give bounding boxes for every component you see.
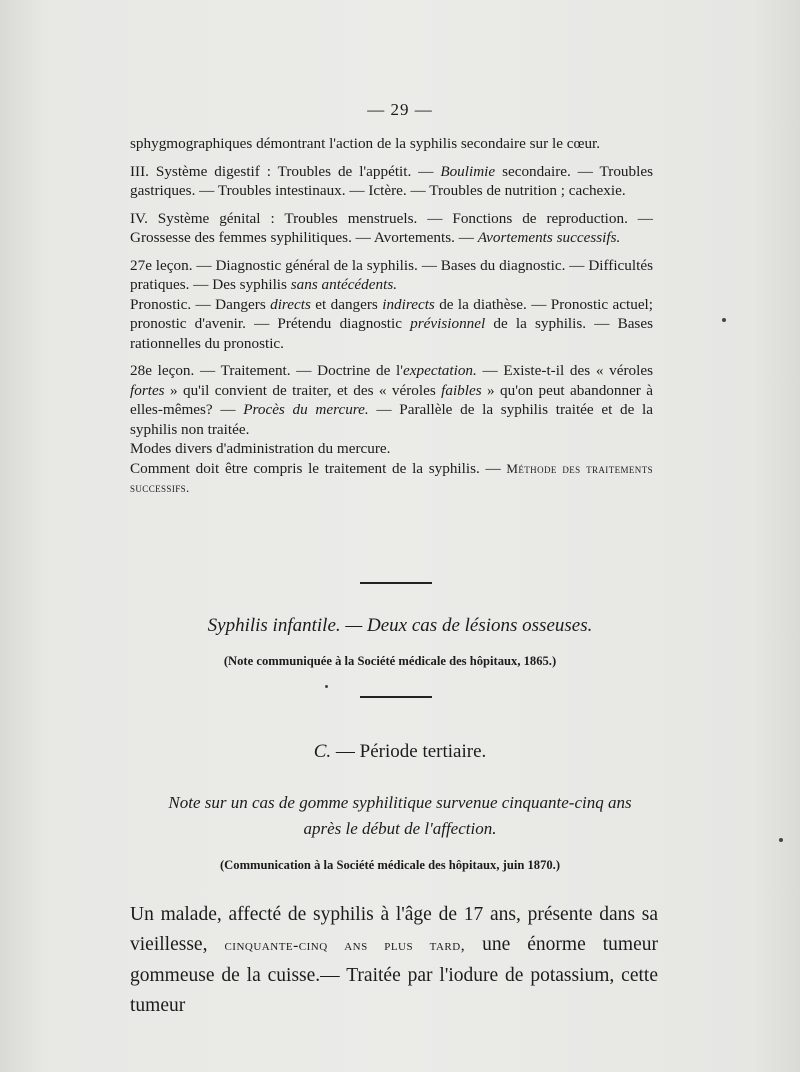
section-title-syphilis-infantile: Syphilis infantile. — Deux cas de lésions osseuses. (207, 615, 593, 636)
prono-b: et dangers (310, 295, 383, 313)
final-text-b: une énorme tumeur gommeuse de la cuisse.— Traitée par l'iodure de potassium, cette tumeur (130, 934, 658, 1016)
paragraph-lecon-27 (130, 256, 653, 295)
lecon28-it2: fortes (130, 381, 165, 399)
paragraph-intro (130, 134, 653, 154)
prono-it1: directs (270, 295, 311, 313)
section-heading-periode-tertiaire (0, 741, 800, 763)
prono-c: de la diathèse. — Pronostic actuel; pronostic d'avenir. — Prétendu diagnostic (130, 295, 653, 332)
lecon28-it3: faibles (441, 381, 482, 399)
prono-d: de la syphilis. — Bases rationnelles du pronostic. (130, 315, 653, 352)
print-speck (722, 318, 726, 322)
section-heading-text: — Période tertiaire. (331, 741, 487, 762)
lecon28-b: — Existe-t-il des « véroles (476, 362, 653, 379)
comment-smallcaps: Méthode des traitements successifs. (130, 460, 653, 495)
prono-a: Pronostic. — Dangers (130, 295, 271, 313)
digestive-italic: Boulimie (440, 162, 496, 180)
paragraph-intro-text: sphygmographiques démontrant l'action de la syphilis secondaire sur le cœur. (130, 135, 601, 152)
note-title (0, 790, 800, 842)
modes-text: Modes divers d'administration du mercure. (130, 440, 391, 457)
paragraph-modes (130, 439, 653, 459)
page-number: — 29 — (367, 100, 433, 119)
lecon28-d: » qu'on peut abandonner à elles-mêmes? — (130, 381, 653, 418)
print-speck (779, 838, 783, 842)
section-note-1865: (Note communiquée à la Société médicale des hôpitaux, 1865.) (223, 654, 557, 668)
lecon28-a: 28e leçon. — Traitement. — Doctrine de l' (130, 362, 404, 379)
note-title-line-2: après le début de l'affection. (303, 819, 497, 838)
genital-text: IV. Système génital : Troubles menstruels. — Fonctions de reproduction. — Grossesse des femmes syphilitiques. — Avortements. — (130, 209, 653, 246)
prono-it2: indirects (382, 295, 435, 313)
divider-rule-2 (360, 696, 432, 698)
section-note-1870: (Communication à la Société médicale des hôpitaux, juin 1870.) (219, 858, 561, 872)
divider-rule-1 (360, 582, 432, 584)
comment-text: Comment doit être compris le traitement de la syphilis. — (130, 459, 507, 477)
prono-it3: prévisionnel (410, 315, 486, 332)
note-title-line-1: Note sur un cas de gomme syphilitique survenue cinquante-cinq ans (168, 793, 632, 812)
lecon27-text: 27e leçon. — Diagnostic général de la syphilis. — Bases du diagnostic. — Difficultés pratiques. — Des syphilis (130, 256, 653, 293)
final-text-a: Un malade, affecté de syphilis à l'âge de 17 ans, présente dans sa vieillesse, (130, 904, 658, 955)
paragraph-comment (130, 459, 653, 498)
lecon28-e: — Parallèle de la syphilis traitée et de la syphilis non traitée. (130, 401, 653, 438)
paragraph-genital-system (130, 209, 653, 248)
lecon28-it4: Procès du mercure. (243, 401, 369, 418)
final-paragraph (130, 900, 658, 1021)
final-smallcaps: cinquante-cinq ans plus tard, (224, 937, 466, 954)
genital-italic: Avortements successifs. (477, 229, 621, 246)
lecon28-it1: expectation. (403, 362, 477, 379)
lecon27-italic: sans antécédents. (290, 276, 398, 293)
digestive-rest: secondaire. — Troubles gastriques. — Troubles intestinaux. — Ictère. — Troubles de nutrition ; cachexie. (130, 162, 653, 199)
body-text (130, 134, 653, 506)
print-speck (325, 685, 328, 688)
paragraph-lecon-28 (130, 361, 653, 439)
paragraph-pronostic (130, 295, 653, 354)
paragraph-digestive-system (130, 162, 653, 201)
digestive-text: III. Système digestif : Troubles de l'appétit. — (130, 162, 441, 180)
section-letter: C. (313, 741, 332, 762)
lecon28-c: » qu'il convient de traiter, et des « véroles (164, 381, 442, 399)
